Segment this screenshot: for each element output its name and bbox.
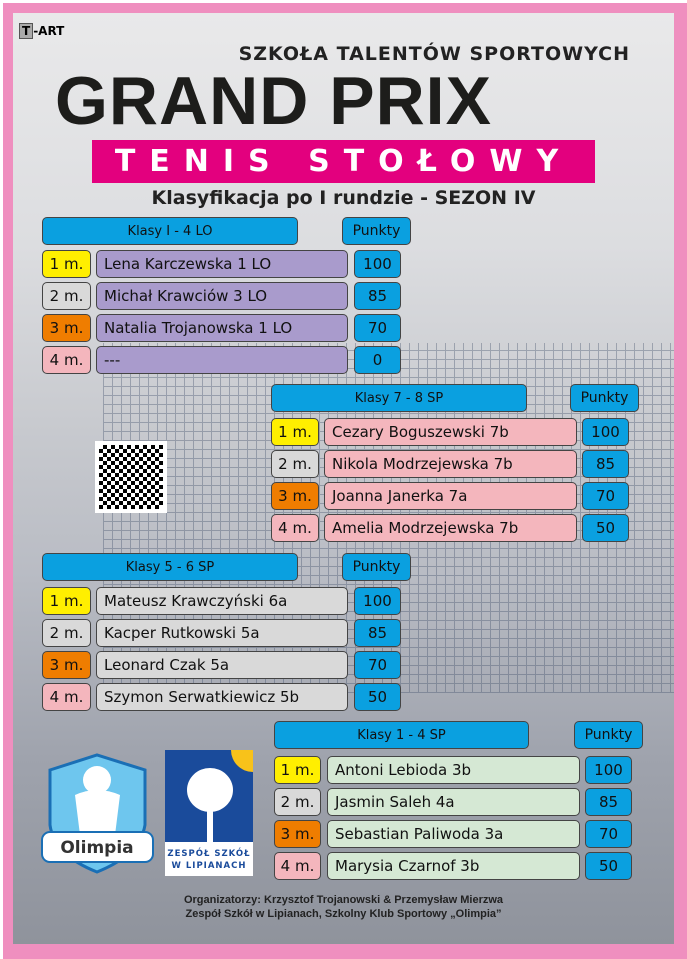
- player-name: Szymon Serwatkiewicz 5b: [96, 683, 348, 711]
- player-points: 85: [354, 619, 401, 647]
- rank-badge: 4 m.: [42, 683, 91, 711]
- points-header: Punkty: [342, 217, 411, 245]
- rank-badge: 4 m.: [42, 346, 91, 374]
- organizers: [0, 893, 687, 921]
- rank-badge: 1 m.: [42, 250, 91, 278]
- player-name: Lena Karczewska 1 LO: [96, 250, 348, 278]
- rank-badge: 2 m.: [42, 619, 91, 647]
- main-title: GRAND PRIX: [55, 63, 492, 139]
- subtitle: SZKOŁA TALENTÓW SPORTOWYCH: [238, 43, 630, 65]
- rank-badge: 2 m.: [274, 788, 321, 816]
- player-points: 50: [582, 514, 629, 542]
- section-header: Klasy 5 - 6 SP: [42, 553, 298, 581]
- olimpia-logo-text: Olimpia: [60, 838, 134, 858]
- rank-badge: 4 m.: [271, 514, 319, 542]
- rank-badge: 2 m.: [42, 282, 91, 310]
- organizers-line1: Organizatorzy: Krzysztof Trojanowski & Przemysław Mierzwa: [183, 894, 504, 906]
- player-points: 100: [582, 418, 629, 446]
- organizers-line2: Zespół Szkół w Lipianach, Szkolny Klub Sportowy „Olimpia”: [185, 908, 502, 920]
- rank-badge: 4 m.: [274, 852, 321, 880]
- player-points: 0: [354, 346, 401, 374]
- player-points: 100: [354, 587, 401, 615]
- school-logo-line1: ZESPÓŁ SZKÓŁ: [167, 849, 251, 859]
- points-header: Punkty: [574, 721, 643, 749]
- sport-banner: TENIS STOŁOWY: [92, 140, 595, 183]
- player-points: 100: [585, 756, 632, 784]
- player-name: ---: [96, 346, 348, 374]
- player-name: Joanna Janerka 7a: [324, 482, 577, 510]
- player-name: Cezary Boguszewski 7b: [324, 418, 577, 446]
- rank-badge: 3 m.: [42, 651, 91, 679]
- player-points: 85: [354, 282, 401, 310]
- player-name: Mateusz Krawczyński 6a: [96, 587, 348, 615]
- qr-code[interactable]: [95, 441, 167, 513]
- player-points: 70: [582, 482, 629, 510]
- school-logo-line2: W LIPIANACH: [171, 861, 247, 871]
- rank-badge: 2 m.: [271, 450, 319, 478]
- player-points: 70: [354, 314, 401, 342]
- t-art-mark: T: [19, 23, 33, 39]
- player-name: Natalia Trojanowska 1 LO: [96, 314, 348, 342]
- classification-heading: Klasyfikacja po I rundzie - SEZON IV: [151, 187, 536, 209]
- points-header: Punkty: [342, 553, 411, 581]
- t-art-text: -ART: [33, 24, 65, 38]
- player-name: Antoni Lebioda 3b: [327, 756, 580, 784]
- player-name: Amelia Modrzejewska 7b: [324, 514, 577, 542]
- t-art-logo: [19, 23, 64, 39]
- player-points: 100: [354, 250, 401, 278]
- player-points: 85: [582, 450, 629, 478]
- section-header: Klasy 7 - 8 SP: [271, 384, 527, 412]
- player-points: 50: [354, 683, 401, 711]
- player-name: Leonard Czak 5a: [96, 651, 348, 679]
- rank-badge: 3 m.: [42, 314, 91, 342]
- player-points: 50: [585, 852, 632, 880]
- rank-badge: 3 m.: [271, 482, 319, 510]
- player-points: 70: [585, 820, 632, 848]
- rank-badge: 3 m.: [274, 820, 321, 848]
- rank-badge: 1 m.: [271, 418, 319, 446]
- school-logo: [165, 750, 253, 876]
- rank-badge: 1 m.: [42, 587, 91, 615]
- section-header: Klasy I - 4 LO: [42, 217, 298, 245]
- section-header: Klasy 1 - 4 SP: [274, 721, 529, 749]
- olimpia-logo: [40, 750, 155, 875]
- player-name: Nikola Modrzejewska 7b: [324, 450, 577, 478]
- player-name: Jasmin Saleh 4a: [327, 788, 580, 816]
- player-points: 70: [354, 651, 401, 679]
- player-name: Kacper Rutkowski 5a: [96, 619, 348, 647]
- player-points: 85: [585, 788, 632, 816]
- points-header: Punkty: [570, 384, 639, 412]
- player-name: Sebastian Paliwoda 3a: [327, 820, 580, 848]
- player-name: Michał Krawciów 3 LO: [96, 282, 348, 310]
- player-name: Marysia Czarnof 3b: [327, 852, 580, 880]
- rank-badge: 1 m.: [274, 756, 321, 784]
